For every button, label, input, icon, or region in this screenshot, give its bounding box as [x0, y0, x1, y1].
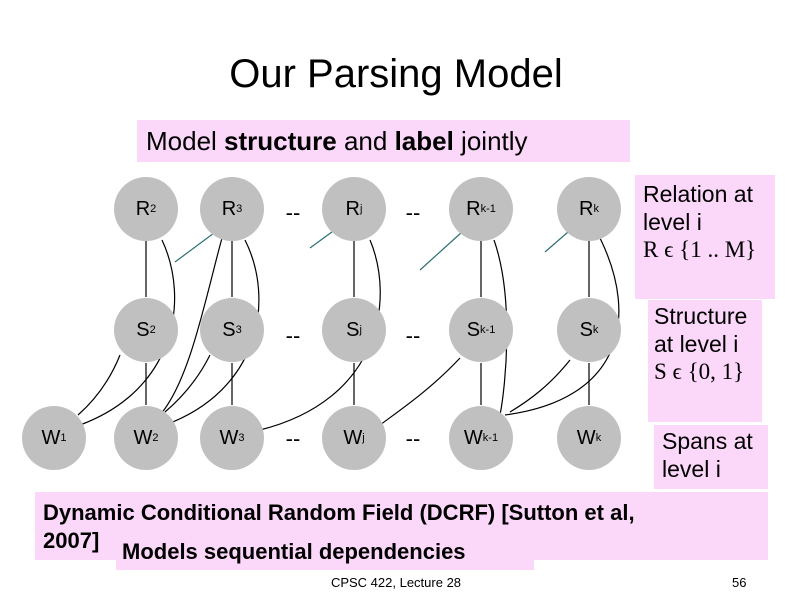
- node-s3: [200, 298, 264, 362]
- node-w2-sub: 2: [152, 432, 159, 444]
- edge-sk1-wj: [380, 358, 460, 425]
- node-sj-sub: j: [359, 324, 362, 336]
- node-sk-base: S: [579, 318, 593, 341]
- node-w3: [200, 406, 264, 470]
- node-w3-base: W: [219, 426, 239, 449]
- page-number: 56: [732, 575, 747, 590]
- node-r2-base: R: [135, 197, 151, 220]
- ellipsis-w-2: --: [405, 426, 421, 451]
- node-s3-base: S: [222, 318, 236, 341]
- edge-s2-w1: [78, 355, 120, 415]
- relation-note-line2: level i: [643, 209, 702, 235]
- node-wk1-sub: k-1: [482, 432, 499, 444]
- ellipsis-r-1: --: [285, 200, 301, 225]
- subtitle-structure: structure: [224, 126, 337, 156]
- node-rk1-sub: k-1: [480, 203, 496, 215]
- ellipsis-r-2: --: [405, 200, 421, 225]
- edge-r3-left: [175, 233, 214, 262]
- node-rk-base: R: [579, 197, 594, 220]
- node-sj-base: S: [346, 318, 360, 341]
- edge-rk1-left: [420, 232, 462, 270]
- node-r2: [114, 177, 178, 241]
- node-wk-base: W: [576, 426, 596, 449]
- node-sk-sub: k: [592, 324, 599, 336]
- node-w1-sub: 1: [60, 432, 67, 444]
- node-rk1: [449, 177, 513, 241]
- ellipsis-s-2: --: [405, 323, 421, 348]
- subtitle-post: jointly: [453, 126, 528, 156]
- edge-sk-wk1: [510, 360, 570, 412]
- subtitle-mid: and: [336, 126, 395, 156]
- node-r2-sub: 2: [150, 203, 157, 215]
- structure-note-line2: at level i: [654, 331, 739, 357]
- node-wj-base: W: [343, 426, 363, 449]
- ellipsis-s-1: --: [285, 323, 301, 348]
- structure-note: [654, 302, 747, 386]
- structure-note-line1: Structure: [654, 303, 748, 329]
- node-r3-base: R: [221, 197, 237, 220]
- node-wk1-base: W: [463, 426, 483, 449]
- structure-note-line3: S ϵ {0, 1}: [654, 359, 745, 384]
- node-r3-sub: 3: [236, 203, 243, 215]
- dcrf-line1: Dynamic Conditional Random Field (DCRF) [Sutton et al,: [43, 500, 635, 525]
- node-w1-base: W: [41, 426, 61, 449]
- node-w2: [114, 406, 178, 470]
- dcrf-line2-citation-year: 2007]: [43, 528, 100, 553]
- ellipsis-w-1: --: [285, 426, 301, 451]
- dcrf-line2-models: Models sequential dependencies: [122, 539, 466, 564]
- spans-note: [662, 427, 753, 483]
- node-rk-sub: k: [593, 203, 599, 215]
- node-rj-base: R: [345, 197, 360, 220]
- node-s2-base: S: [136, 318, 150, 341]
- node-sk: [557, 298, 621, 362]
- node-sk1-base: S: [466, 318, 481, 341]
- node-rj-sub: j: [360, 203, 363, 215]
- node-s2: [114, 298, 178, 362]
- relation-note: [643, 180, 756, 264]
- node-w2-base: W: [133, 426, 153, 449]
- node-sj: [322, 298, 386, 362]
- node-wk: [557, 406, 621, 470]
- node-r3: [200, 177, 264, 241]
- node-rk: [557, 177, 621, 241]
- footer-course: CPSC 422, Lecture 28: [330, 575, 462, 590]
- relation-note-line1: Relation at: [643, 181, 753, 207]
- subtitle-pre: Model: [146, 126, 225, 156]
- spans-note-line2: level i: [662, 456, 721, 482]
- node-s2-sub: 2: [149, 324, 156, 336]
- spans-note-line1: Spans at: [662, 428, 753, 454]
- node-w1: [22, 406, 86, 470]
- subtitle-label: label: [394, 126, 454, 156]
- node-wj: [322, 406, 386, 470]
- node-wk1: [449, 406, 513, 470]
- node-rk1-base: R: [466, 197, 481, 220]
- node-sk1: [449, 298, 513, 362]
- node-w3-sub: 3: [238, 432, 245, 444]
- node-s3-sub: 3: [235, 324, 242, 336]
- edge-rk-left: [545, 232, 568, 252]
- node-wj-sub: j: [362, 432, 365, 444]
- node-rj: [322, 177, 386, 241]
- node-wk-sub: k: [595, 432, 602, 444]
- slide-title: Our Parsing Model: [229, 52, 563, 96]
- node-sk1-sub: k-1: [480, 324, 496, 336]
- relation-note-line3: R ϵ {1 .. M}: [643, 237, 757, 262]
